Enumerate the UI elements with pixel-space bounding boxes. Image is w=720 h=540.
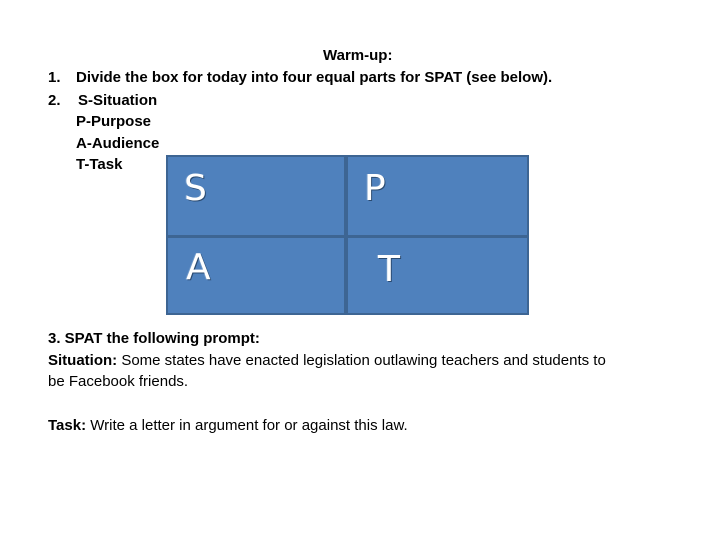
quadrant-letter-t: T <box>378 249 400 290</box>
situation-label: Situation: <box>48 352 118 369</box>
situation-paragraph <box>48 352 606 369</box>
slide-title: Warm-up: <box>323 47 393 64</box>
task-text: Write a letter in argument for or against this law. <box>86 417 408 434</box>
spat-box <box>166 155 529 315</box>
list-item-number: 1. <box>48 69 61 86</box>
task-label: Task: <box>48 417 87 434</box>
spat-task-line: T-Task <box>76 156 123 173</box>
spat-situation-line: S-Situation <box>78 92 158 109</box>
situation-text-continued: be Facebook friends. <box>48 373 189 390</box>
quadrant-letter-a: A <box>186 247 211 288</box>
quadrant-letter-p: P <box>364 168 386 209</box>
situation-text: Some states have enacted legislation outlawing teachers and students to <box>117 352 606 369</box>
list-item-number: 2. <box>48 92 61 109</box>
list-item-divide-instruction: Divide the box for today into four equal parts for SPAT (see below). <box>76 69 553 86</box>
spat-purpose-line: P-Purpose <box>76 113 152 130</box>
prompt-heading: 3. SPAT the following prompt: <box>48 330 260 347</box>
task-paragraph <box>48 417 408 434</box>
quadrant-letter-s: S <box>184 168 207 209</box>
spat-audience-line: A-Audience <box>76 135 160 152</box>
vertical-divider <box>344 157 348 313</box>
